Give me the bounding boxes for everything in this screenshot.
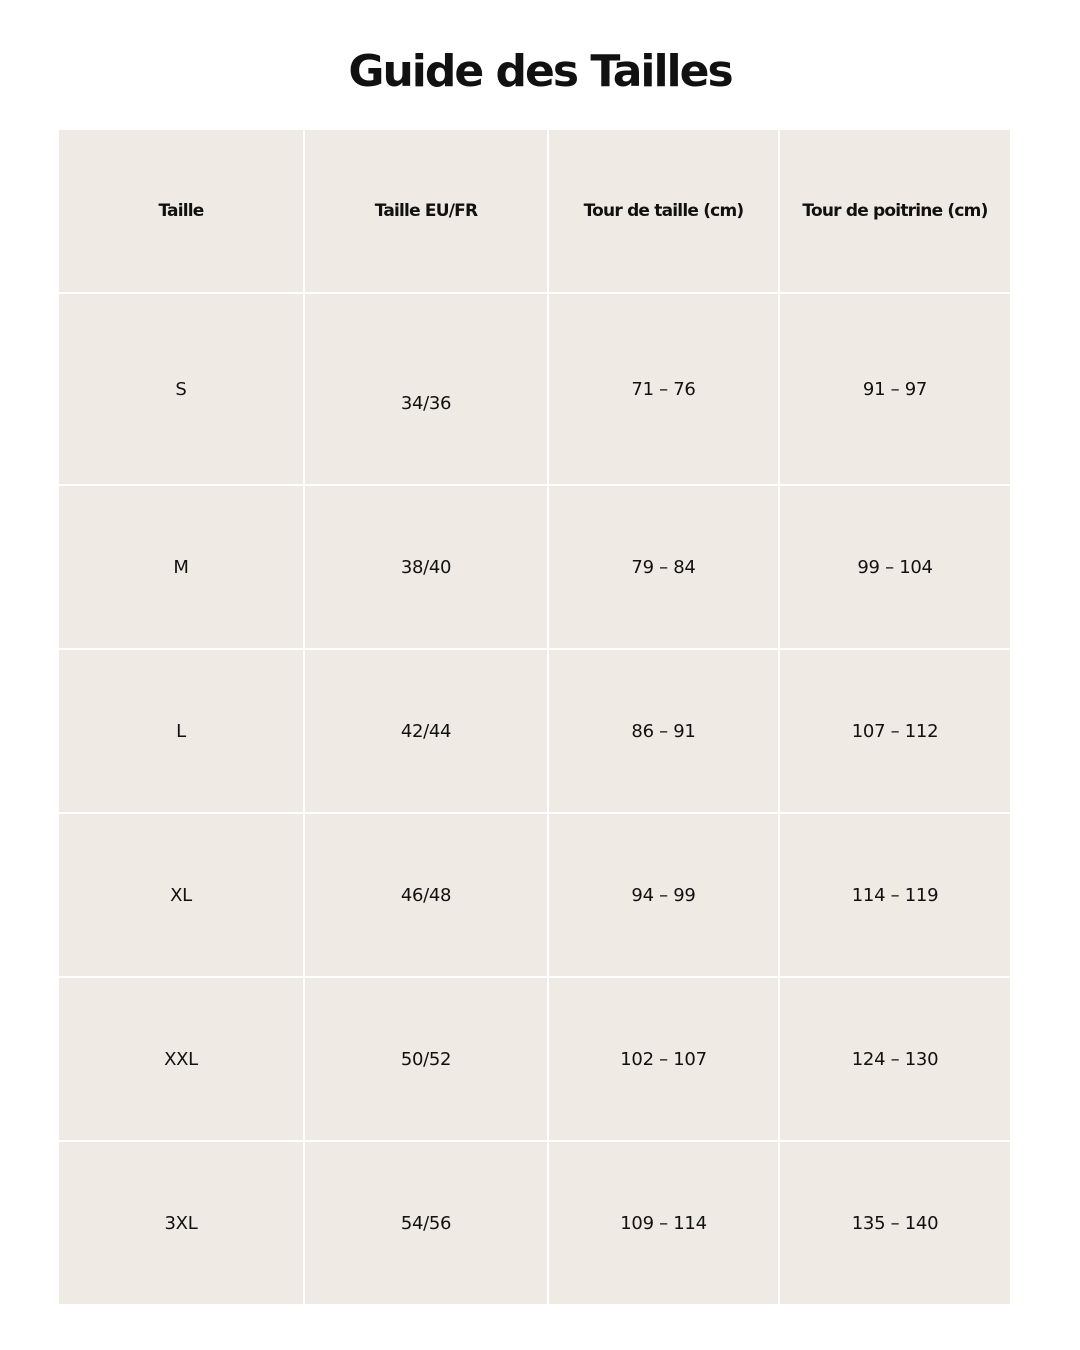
table-row [59, 977, 1010, 1141]
chest-cell: 99 – 104 [779, 485, 1010, 649]
eu-fr-cell: 34/36 [304, 293, 548, 485]
eu-fr-cell: 50/52 [304, 977, 548, 1141]
waist-cell: 102 – 107 [548, 977, 779, 1141]
size-cell: XL [59, 813, 304, 977]
header-tour-de-poitrine: Tour de poitrine (cm) [779, 130, 1010, 293]
waist-cell: 109 – 114 [548, 1141, 779, 1304]
waist-cell: 71 – 76 [548, 293, 779, 485]
size-cell: 3XL [59, 1141, 304, 1304]
table-header-row [59, 130, 1010, 293]
waist-cell: 79 – 84 [548, 485, 779, 649]
eu-fr-cell: 46/48 [304, 813, 548, 977]
header-tour-de-taille: Tour de taille (cm) [548, 130, 779, 293]
chest-cell: 124 – 130 [779, 977, 1010, 1141]
chest-cell: 114 – 119 [779, 813, 1010, 977]
chest-cell: 91 – 97 [779, 293, 1010, 485]
table-row [59, 1141, 1010, 1304]
table-row [59, 485, 1010, 649]
size-guide-table [59, 130, 1010, 1304]
eu-fr-cell: 38/40 [304, 485, 548, 649]
table-row [59, 293, 1010, 485]
page-title: Guide des Tailles [348, 46, 732, 97]
table-row [59, 813, 1010, 977]
header-taille-eu-fr: Taille EU/FR [304, 130, 548, 293]
waist-cell: 94 – 99 [548, 813, 779, 977]
table-row [59, 649, 1010, 813]
chest-cell: 135 – 140 [779, 1141, 1010, 1304]
size-cell: XXL [59, 977, 304, 1141]
eu-fr-cell: 42/44 [304, 649, 548, 813]
size-cell: M [59, 485, 304, 649]
size-cell: L [59, 649, 304, 813]
size-cell: S [59, 293, 304, 485]
eu-fr-cell: 54/56 [304, 1141, 548, 1304]
chest-cell: 107 – 112 [779, 649, 1010, 813]
header-taille: Taille [59, 130, 304, 293]
waist-cell: 86 – 91 [548, 649, 779, 813]
